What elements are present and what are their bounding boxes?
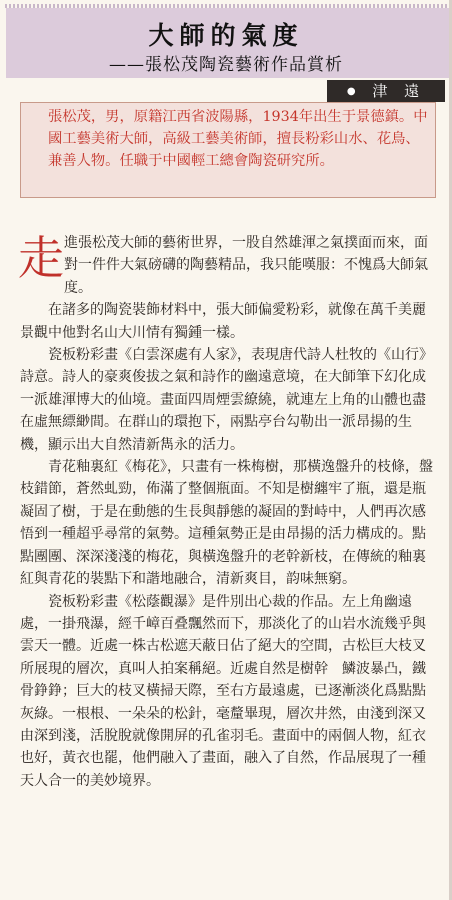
bullet-icon: ● — [346, 86, 362, 97]
body-paragraph: 進張松茂大師的藝術世界，一股自然雄渾之氣撲面而來，面對一件件大氣磅礴的陶藝精品，我只能嘆服：不愧爲大師氣度。 — [64, 235, 428, 296]
body-paragraph: 青花釉裏紅《梅花》，只畫有一株梅樹，那橫逸盤升的枝條，盤枝錯節，蒼然虬勁，佈滿了整個瓶面。不知是樹纏牢了瓶，還是瓶凝固了樹，于是在動態的生長與靜態的凝固的對峙中，人們再次感悟到一種超乎尋常的氣勢。這種氣勢正是由昂揚的活力構成的。點點團團、深深淺淺的梅花，與橫逸盤升的老幹新枝，在傳統的釉裏紅與青花的裝點下和諧地融合，清新爽目，韵味無窮。 — [20, 459, 433, 588]
drop-cap: 走 — [18, 231, 64, 285]
body-paragraph: 瓷板粉彩畫《白雲深處有人家》，表現唐代詩人杜牧的《山行》詩意。詩人的豪爽俊拔之氣和詩作的幽遠意境，在大師筆下幻化成一派雄渾博大的仙境。畫面四周煙雲繚繞，就連左上角的山體也盡在虛無縹緲間。在群山的環抱下，兩點亭台勾勒出一派昂揚的生機，顯示出大自然清新雋永的活力。 — [20, 347, 433, 453]
intro-text: 張松茂，男，原籍江西省波陽縣，1934年出生于景德鎮。中國工藝美術大師，高級工藝美術師，擅長粉彩山水、花鳥、兼善人物。任職于中國輕工總會陶瓷研究所。 — [48, 109, 428, 169]
article-subtitle: ——張松茂陶瓷藝術作品賞析 — [109, 55, 343, 75]
article-body — [20, 232, 438, 792]
body-paragraph: 在諸多的陶瓷裝飾材料中，張大師偏愛粉彩，就像在萬千美麗景觀中他對名山大川情有獨鍾一樣。 — [20, 302, 426, 341]
author-tag — [327, 80, 445, 102]
body-paragraph: 瓷板粉彩畫《松蔭觀瀑》是件別出心裁的作品。左上角幽遠處，一掛飛瀑，經千嶂百叠飄然而下，那淡化了的山岩水流幾乎與雲天一體。近處一株古松遮天蔽日佔了絕大的空間，古松巨大枝叉所展現的層次，真叫人拍案稱絕。近處自然是樹幹 鱗波暴凸，鐵骨錚錚；巨大的枝叉橫掃天際，至右方最遠處，已逐漸淡化爲點點灰綠。一根根、一朵朵的松針，毫釐畢現，層次井然，由淺到深又由深到淺，活脫脫就像開屏的孔雀羽毛。畫面中的兩個人物，紅衣也好，黃衣也罷，他們融入了畫面，融入了自然，作品展現了一種天人合一的美妙境界。 — [20, 593, 426, 789]
article-title: 大師的氣度 — [148, 21, 304, 50]
author-name: 津 遠 — [372, 82, 426, 100]
